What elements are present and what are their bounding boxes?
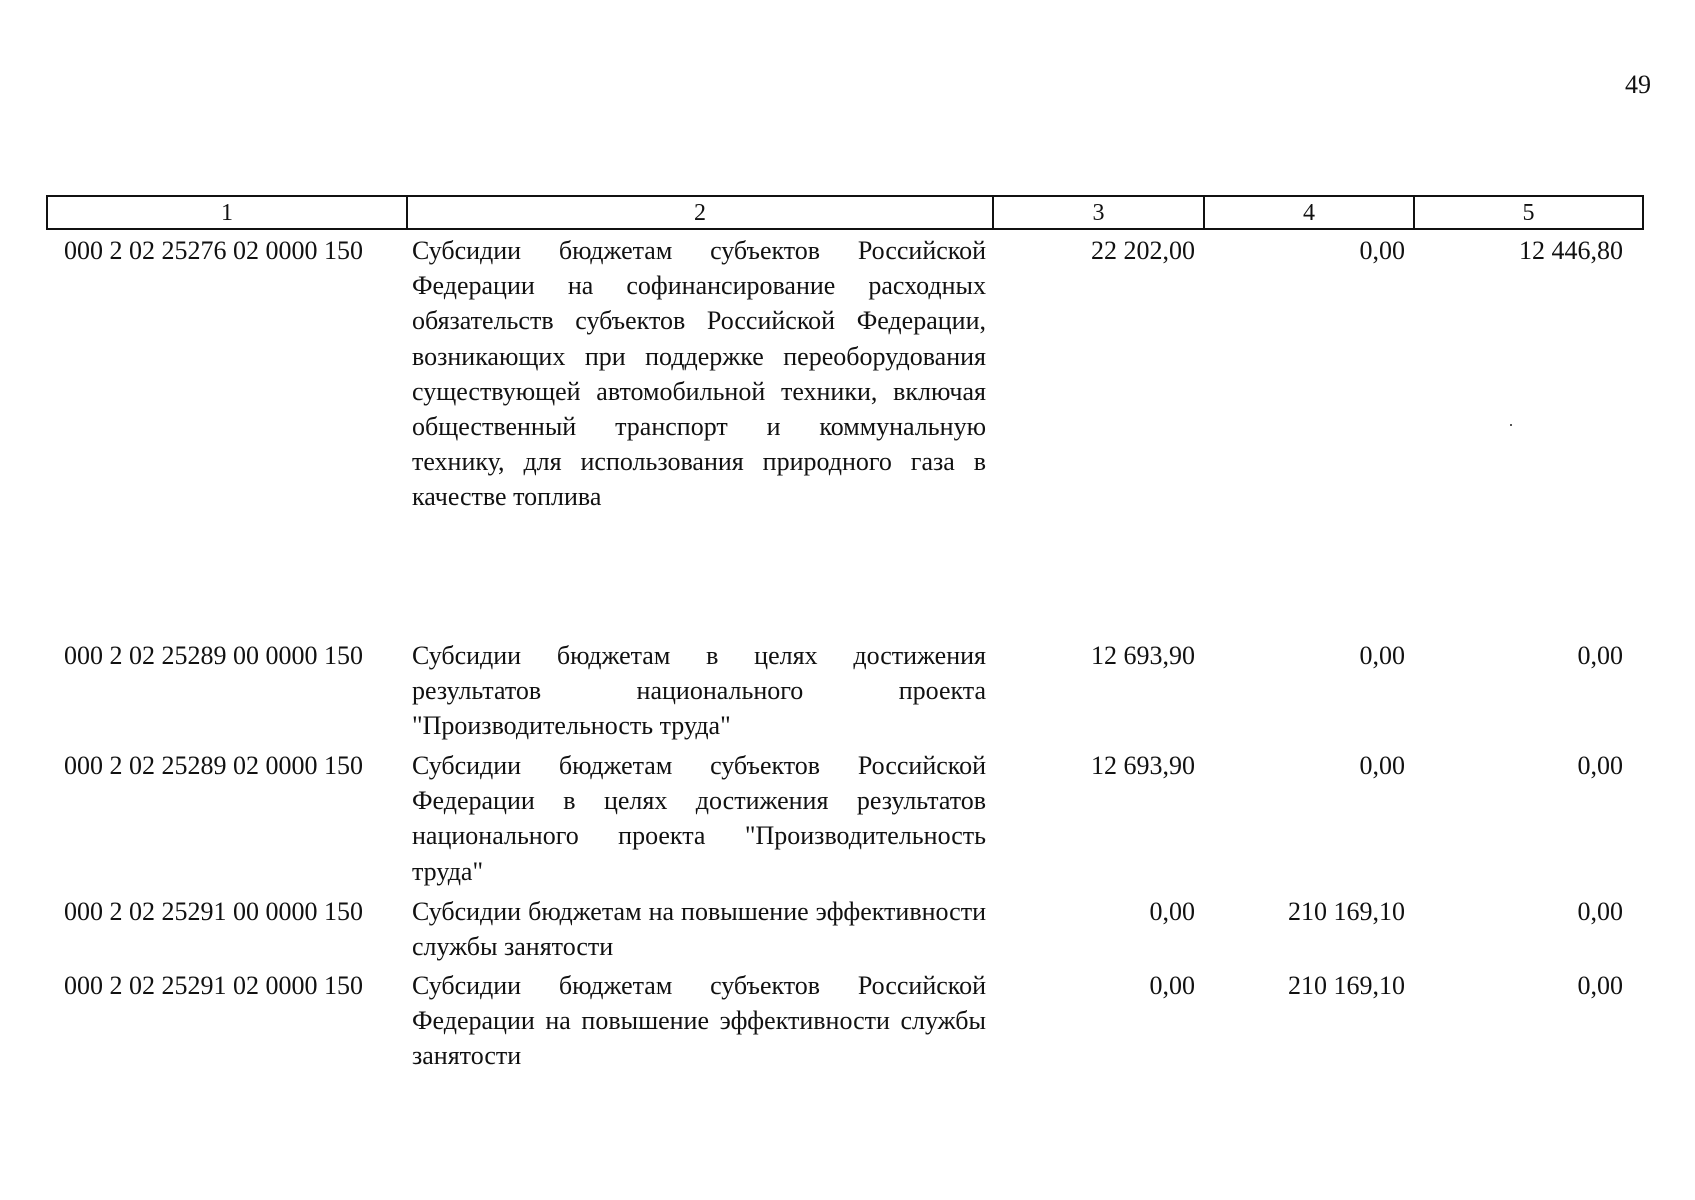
column-header-5: 5 bbox=[1522, 200, 1535, 226]
table-header bbox=[46, 195, 1644, 230]
value-col-4: 210 169,10 bbox=[1288, 897, 1405, 926]
value-col-5: 0,00 bbox=[1577, 641, 1623, 670]
budget-code: 000 2 02 25276 02 0000 150 bbox=[64, 236, 363, 265]
row-description: Субсидии бюджетам субъектов Российской Федерации на софинансирование расходных обязательств субъектов Российской Федерации, возникающих при поддержке переоборудования существующей автомобильной техники, включая общественный транспорт и коммунальную технику, для использования природного газа в качестве топлива bbox=[412, 236, 986, 512]
budget-code: 000 2 02 25289 02 0000 150 bbox=[64, 751, 363, 780]
value-col-3: 12 693,90 bbox=[1091, 751, 1195, 780]
row-description: Субсидии бюджетам в целях достижения результатов национального проекта "Производительность труда" bbox=[412, 641, 986, 741]
value-col-3: 12 693,90 bbox=[1091, 641, 1195, 670]
row-description: Субсидии бюджетам субъектов Российской Федерации на повышение эффективности службы занятости bbox=[412, 971, 986, 1071]
column-header-3: 3 bbox=[994, 197, 1205, 228]
column-header-2: 2 bbox=[408, 197, 994, 228]
budget-code: 000 2 02 25291 00 0000 150 bbox=[64, 897, 363, 926]
value-col-4: 0,00 bbox=[1359, 641, 1405, 670]
column-header-4: 4 bbox=[1205, 197, 1415, 228]
scan-speck bbox=[1510, 424, 1512, 426]
row-description: Субсидии бюджетам субъектов Российской Федерации в целях достижения результатов национального проекта "Производительность труда" bbox=[412, 751, 986, 886]
value-col-3: 22 202,00 bbox=[1091, 236, 1195, 265]
budget-code: 000 2 02 25291 02 0000 150 bbox=[64, 971, 363, 1000]
value-col-5: 12 446,80 bbox=[1519, 236, 1623, 265]
value-col-4: 0,00 bbox=[1359, 236, 1405, 265]
value-col-3: 0,00 bbox=[1149, 897, 1195, 926]
value-col-4: 0,00 bbox=[1359, 751, 1405, 780]
value-col-3: 0,00 bbox=[1149, 971, 1195, 1000]
row-description: Субсидии бюджетам на повышение эффективности службы занятости bbox=[412, 897, 986, 962]
value-col-5: 0,00 bbox=[1577, 751, 1623, 780]
column-header-1: 1 bbox=[48, 197, 408, 228]
page-number: 49 bbox=[1625, 70, 1651, 99]
value-col-5: 0,00 bbox=[1577, 897, 1623, 926]
value-col-5: 0,00 bbox=[1577, 971, 1623, 1000]
budget-code: 000 2 02 25289 00 0000 150 bbox=[64, 641, 363, 670]
value-col-4: 210 169,10 bbox=[1288, 971, 1405, 1000]
